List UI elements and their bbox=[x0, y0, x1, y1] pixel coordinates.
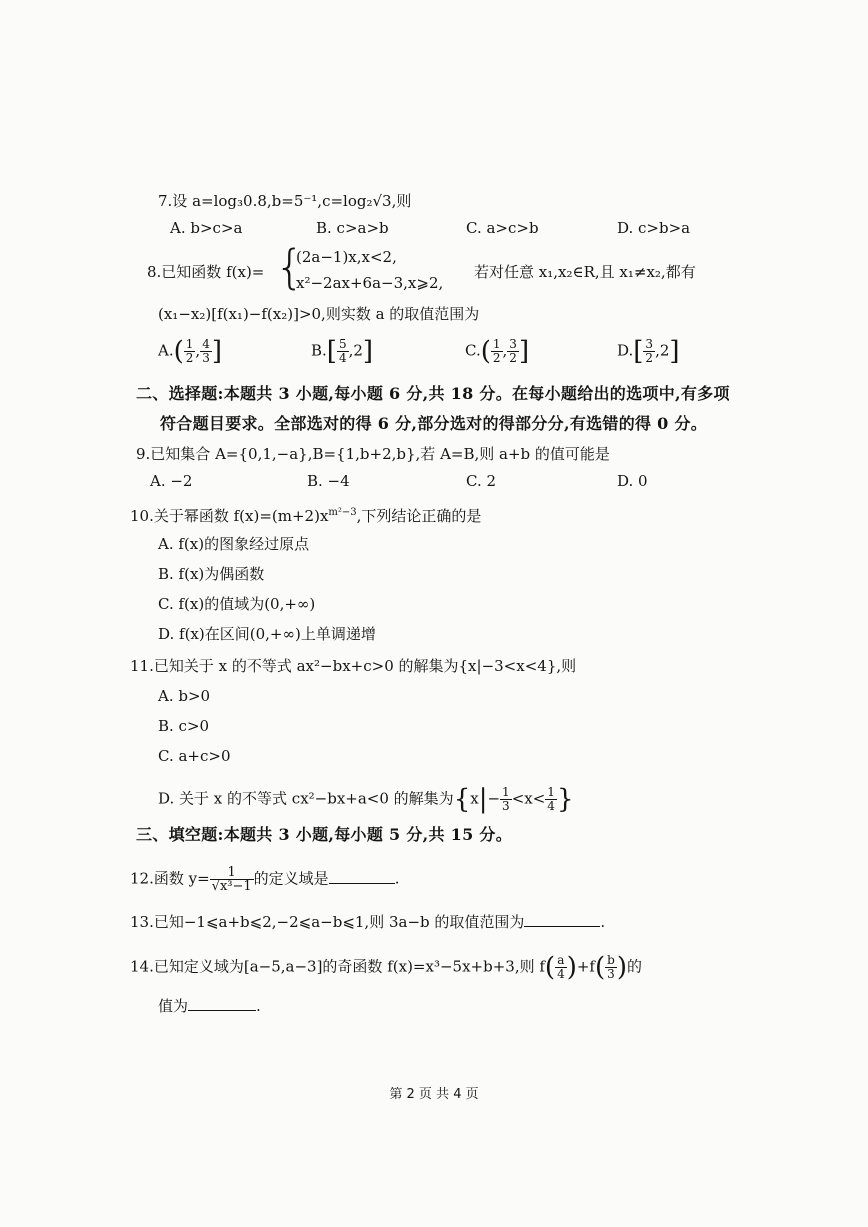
q8-suffix: 若对任意 x₁,x₂∈R,且 x₁≠x₂,都有 bbox=[474, 263, 696, 281]
q8-option-c: C.( $\frac{1}{2}$ , $\frac{3}{2}$ ] bbox=[465, 336, 530, 367]
q11-option-a: A. b>0 bbox=[158, 687, 211, 705]
q7-option-b: B. c>a>b bbox=[316, 219, 389, 237]
q14-stem: 14.已知定义域为[a−5,a−3]的奇函数 f(x)=x³−5x+b+3,则 f( $\frac{a}{4}$ )+f( $\frac{b}{3}$ )的 bbox=[130, 952, 642, 983]
q10-option-d: D. f(x)在区间(0,+∞)上单调递增 bbox=[158, 625, 376, 643]
q8-option-d: D.[ $\frac{3}{2}$ ,2] bbox=[617, 336, 680, 367]
q13-stem: 13.已知−1⩽a+b⩽2,−2⩽a−b⩽1,则 3a−b 的取值范围为 . bbox=[130, 913, 606, 931]
q12-answer-blank[interactable] bbox=[329, 869, 395, 884]
q11-option-b: B. c>0 bbox=[158, 717, 210, 735]
section-2-heading-line2: 符合题目要求。全部选对的得 6 分,部分选对的得部分分,有选错的得 0 分。 bbox=[160, 414, 708, 433]
q7-option-c: C. a>c>b bbox=[466, 219, 539, 237]
q7-stem: 7.设 a=log₃0.8,b=5⁻¹,c=log₂√3,则 bbox=[158, 192, 412, 210]
q10-option-b: B. f(x)为偶函数 bbox=[158, 565, 265, 583]
q14-line2: 值为 . bbox=[158, 997, 261, 1015]
q9-option-b: B. −4 bbox=[307, 472, 350, 490]
q13-answer-blank[interactable] bbox=[524, 912, 600, 927]
q7-option-a: A. b>c>a bbox=[170, 219, 243, 237]
q10-stem: 10.关于幂函数 $f(x)=(m+2)x^{m^2-3}$,下列结论正确的是 bbox=[130, 507, 482, 525]
q8-line2: (x₁−x₂)[f(x₁)−f(x₂)]>0,则实数 a 的取值范围为 bbox=[158, 305, 480, 323]
q10-option-a: A. f(x)的图象经过原点 bbox=[158, 535, 310, 553]
q8-option-b: B.[ $\frac{5}{4}$ ,2] bbox=[311, 336, 374, 367]
q10-option-c: C. f(x)的值域为(0,+∞) bbox=[158, 595, 316, 613]
q9-stem: 9.已知集合 A={0,1,−a},B={1,b+2,b},若 A=B,则 a+b 的值可能是 bbox=[136, 445, 610, 463]
q8-piece-1: (2a−1)x,x<2, bbox=[296, 248, 397, 266]
q11-option-d: D. 关于 x 的不等式 cx²−bx+a<0 的解集为{x|− $\frac{1}{3}$ <x< $\frac{1}{4}$ } bbox=[158, 784, 574, 815]
piecewise-brace: { bbox=[275, 240, 305, 294]
q9-option-d: D. 0 bbox=[617, 472, 648, 490]
q8-prefix: 8.已知函数 f(x)= bbox=[147, 263, 265, 281]
q8-piece-2: x²−2ax+6a−3,x⩾2, bbox=[296, 274, 444, 292]
q14-answer-blank[interactable] bbox=[188, 996, 256, 1011]
q9-option-c: C. 2 bbox=[466, 472, 497, 490]
q9-option-a: A. −2 bbox=[150, 472, 193, 490]
q8-option-a: A.( $\frac{1}{2}$ , $\frac{4}{3}$ ] bbox=[158, 336, 222, 367]
q11-option-c: C. a+c>0 bbox=[158, 747, 231, 765]
section-2-heading: 二、选择题:本题共 3 小题,每小题 6 分,共 18 分。在每小题给出的选项中,有多项 bbox=[136, 384, 730, 403]
section-3-heading: 三、填空题:本题共 3 小题,每小题 5 分,共 15 分。 bbox=[136, 825, 513, 844]
q7-option-d: D. c>b>a bbox=[617, 219, 691, 237]
q12-stem: 12.函数 y= $\frac{1}{\text{√x³−1}}$ 的定义域是 . bbox=[130, 865, 400, 894]
page-number-footer: 第 2 页 共 4 页 bbox=[389, 1087, 479, 1102]
q11-stem: 11.已知关于 x 的不等式 ax²−bx+c>0 的解集为{x|−3<x<4},则 bbox=[130, 657, 577, 675]
